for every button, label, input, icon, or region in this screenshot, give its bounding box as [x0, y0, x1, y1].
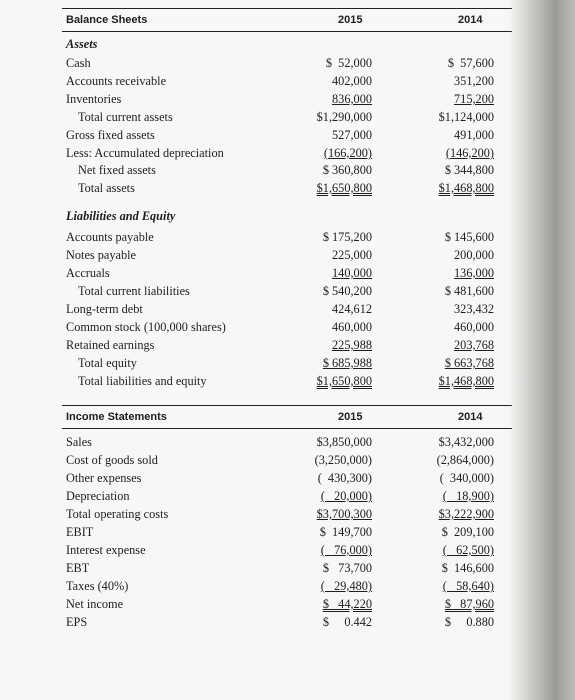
value-2014: ( 340,000) — [439, 471, 494, 485]
value-2014: $3,222,900 — [438, 507, 494, 521]
table-row — [62, 162, 512, 179]
table-row — [62, 247, 512, 264]
value-2015: (166,200) — [323, 146, 372, 160]
value-2014: ( 18,900) — [442, 489, 494, 503]
balance-sheet-title: Balance Sheets — [66, 14, 148, 26]
table-row — [62, 180, 512, 197]
table-row — [62, 470, 512, 487]
value-2014: $1,468,800 — [438, 374, 494, 388]
table-row — [62, 127, 512, 144]
value-2014: $ 481,600 — [444, 284, 494, 298]
table-row — [62, 506, 512, 523]
row-label: Net fixed assets — [78, 163, 156, 177]
table-row — [62, 145, 512, 162]
value-2015: ( 29,480) — [320, 579, 372, 593]
row-label: EBT — [66, 561, 90, 575]
value-2014: $1,468,800 — [438, 181, 494, 195]
value-2015: 527,000 — [332, 128, 372, 142]
row-label: Total operating costs — [66, 507, 169, 521]
assets-heading: Assets — [66, 37, 98, 51]
table-row — [62, 109, 512, 126]
value-2015: 460,000 — [332, 320, 372, 334]
assets-heading-row — [62, 36, 512, 53]
table-row — [62, 283, 512, 300]
table-row — [62, 55, 512, 72]
value-2015: ( 20,000) — [320, 489, 372, 503]
table-row — [62, 373, 512, 390]
row-label: Interest expense — [66, 543, 146, 557]
value-2015: $1,290,000 — [316, 110, 372, 124]
value-2015: 424,612 — [332, 302, 372, 316]
row-label: Net income — [66, 597, 124, 611]
table-row — [62, 73, 512, 90]
value-2015: $ 149,700 — [319, 525, 372, 539]
row-label: Total current assets — [78, 110, 173, 124]
row-label: Retained earnings — [66, 338, 155, 352]
value-2015: 836,000 — [332, 92, 372, 106]
value-2015: (3,250,000) — [314, 453, 372, 467]
value-2015: $ 360,800 — [322, 163, 372, 177]
value-2015: 225,000 — [332, 248, 372, 262]
value-2014: $ 344,800 — [444, 163, 494, 177]
table-row — [62, 578, 512, 595]
value-2015: $ 73,700 — [322, 561, 372, 575]
value-2015: $3,700,300 — [316, 507, 372, 521]
row-label: Accruals — [66, 266, 110, 280]
row-label: Other expenses — [66, 471, 142, 485]
row-label: Common stock (100,000 shares) — [66, 320, 226, 334]
row-label: Taxes (40%) — [66, 579, 129, 593]
row-label: Total liabilities and equity — [78, 374, 207, 388]
value-2014: $ 209,100 — [441, 525, 494, 539]
value-2015: ( 430,300) — [317, 471, 372, 485]
value-2014: 323,432 — [454, 302, 494, 316]
row-label: Gross fixed assets — [66, 128, 155, 142]
value-2015: 402,000 — [332, 74, 372, 88]
row-label: Less: Accumulated depreciation — [66, 146, 224, 160]
row-label: EBIT — [66, 525, 94, 539]
value-2014: ( 62,500) — [442, 543, 494, 557]
value-2014: $ 0.880 — [444, 615, 494, 629]
row-label: Total assets — [78, 181, 135, 195]
value-2014: 203,768 — [454, 338, 494, 352]
value-2014: $ 87,960 — [444, 597, 494, 611]
table-row — [62, 319, 512, 336]
table-row — [62, 452, 512, 469]
table-row — [62, 596, 512, 613]
table-row — [62, 337, 512, 354]
value-2014: 460,000 — [454, 320, 494, 334]
income-statement-title: Income Statements — [66, 411, 167, 423]
row-label: Long-term debt — [66, 302, 143, 316]
income-statement-header — [62, 405, 512, 429]
table-row — [62, 91, 512, 108]
table-row — [62, 229, 512, 246]
value-2014: $3,432,000 — [438, 435, 494, 449]
value-2014: 715,200 — [454, 92, 494, 106]
value-2014: (2,864,000) — [436, 453, 494, 467]
value-2014: $ 146,600 — [441, 561, 494, 575]
row-label: Inventories — [66, 92, 122, 106]
year-2014-heading: 2014 — [458, 411, 483, 423]
value-2014: 351,200 — [454, 74, 494, 88]
value-2015: $1,650,800 — [316, 181, 372, 195]
row-label: Total current liabilities — [78, 284, 190, 298]
value-2015: 140,000 — [332, 266, 372, 280]
row-label: Total equity — [78, 356, 137, 370]
value-2015: $ 540,200 — [322, 284, 372, 298]
table-row — [62, 265, 512, 282]
row-label: Accounts payable — [66, 230, 154, 244]
table-row — [62, 542, 512, 559]
value-2015: $3,850,000 — [316, 435, 372, 449]
value-2014: 136,000 — [454, 266, 494, 280]
value-2015: $ 175,200 — [322, 230, 372, 244]
table-row — [62, 560, 512, 577]
value-2014: $ 57,600 — [447, 56, 494, 70]
value-2014: $ 145,600 — [444, 230, 494, 244]
row-label: Cash — [66, 56, 91, 70]
table-row — [62, 488, 512, 505]
row-label: Depreciation — [66, 489, 130, 503]
table-row — [62, 355, 512, 372]
value-2014: ( 58,640) — [442, 579, 494, 593]
table-row — [62, 301, 512, 318]
value-2015: $1,650,800 — [316, 374, 372, 388]
value-2015: $ 685,988 — [322, 356, 372, 370]
value-2015: ( 76,000) — [320, 543, 372, 557]
value-2014: $1,124,000 — [438, 110, 494, 124]
row-label: Cost of goods sold — [66, 453, 158, 467]
liabilities-heading: Liabilities and Equity — [66, 209, 176, 223]
value-2015: 225,988 — [332, 338, 372, 352]
liabilities-heading-row — [62, 208, 512, 225]
value-2015: $ 52,000 — [325, 56, 372, 70]
value-2014: $ 663,768 — [444, 356, 494, 370]
row-label: Notes payable — [66, 248, 136, 262]
year-2015-heading: 2015 — [338, 14, 363, 26]
table-row — [62, 614, 512, 631]
value-2015: $ 0.442 — [322, 615, 372, 629]
year-2014-heading: 2014 — [458, 14, 483, 26]
value-2014: 491,000 — [454, 128, 494, 142]
row-label: EPS — [66, 615, 88, 629]
row-label: Accounts receivable — [66, 74, 167, 88]
year-2015-heading: 2015 — [338, 411, 363, 423]
balance-sheet-header — [62, 8, 512, 32]
table-row — [62, 524, 512, 541]
value-2014: 200,000 — [454, 248, 494, 262]
value-2014: (146,200) — [445, 146, 494, 160]
table-row — [62, 434, 512, 451]
page-edge-shadow — [509, 0, 575, 700]
row-label: Sales — [66, 435, 92, 449]
value-2015: $ 44,220 — [322, 597, 372, 611]
